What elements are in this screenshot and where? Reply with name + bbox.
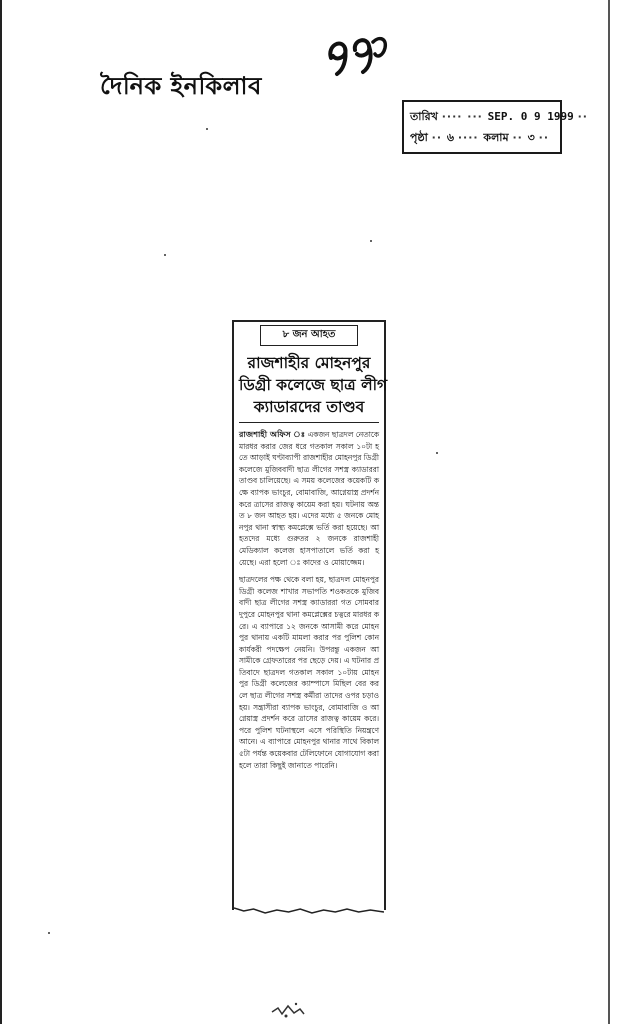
handwritten-number-scribble <box>323 28 393 78</box>
stamp-date-row <box>410 108 588 127</box>
news-clipping <box>232 320 386 910</box>
article-kicker: ৮ জন আহত <box>260 325 358 346</box>
stamp-page-value: ৬ <box>446 131 455 144</box>
scan-speck <box>436 452 438 454</box>
stamp-dots: ···· ··· <box>441 110 488 123</box>
article-dateline: রাজশাহী অফিস ঃ <box>239 429 306 439</box>
headline-line: রাজশাহীর মোহনপুর <box>247 354 371 372</box>
torn-bottom-edge <box>234 906 384 916</box>
scan-speck <box>48 932 50 934</box>
article-paragraph-text: একজন ছাত্রদল নেতাকে মারধর করার জের ধরে গতকাল সকাল ১০টা হতে আড়াই ঘণ্টাব্যাপী রাজশাহীর মোহনপুর ডিগ্রী কলেজে মুজিববাদী ছাত্র লীগের সশস্ত্র ক্যাডাররা তাণ্ডব চালিয়েছে। এ সময় কলেজের কয়েকটি কক্ষে ব্যাপক ভাংচুর, বোমাবাজি, আগ্নেয়াস্ত্র প্রদর্শন করে ত্রাসের রাজত্ব কায়েম করা হয়। ঘটনায় অন্তত ৮ জন আহত হয়। এদের মধ্যে ৫ জনকে মোহনপুর থানা স্বাস্থ্য কমপ্লেক্সে ভর্তি করা হয়েছে। আহতদের মধ্যে গুরুতর ২ জনকে রাজশাহী মেডিক্যাল কলেজ হাসপাতালে ভর্তি করা হয়েছে। এরা হলো ঃ কাদের ও মোয়াজ্জেম। <box>239 430 379 567</box>
scan-right-edge <box>608 0 610 1024</box>
stamp-page-label: পৃষ্ঠা <box>410 131 428 144</box>
scan-smudge <box>268 1000 308 1020</box>
article-paragraph <box>239 429 379 568</box>
stamp-dots: ·· <box>512 131 528 144</box>
scan-speck <box>206 128 208 130</box>
stamp-page-row <box>410 129 549 148</box>
headline-line: ডিগ্রী কলেজে ছাত্র লীগ <box>239 376 388 394</box>
scan-speck <box>164 254 166 256</box>
stamp-dots: ···· <box>457 131 484 144</box>
stamp-column-label: কলাম <box>483 131 509 144</box>
scan-speck <box>370 240 372 242</box>
scan-left-edge <box>0 0 2 1024</box>
stamp-dots: ·· <box>577 110 588 123</box>
stamp-date-label: তারিখ <box>410 110 438 123</box>
handwritten-number <box>323 28 393 78</box>
stamp-date-value: SEP. 0 9 1999 <box>487 110 574 123</box>
newspaper-name: দৈনিক ইনকিলাব <box>100 72 262 100</box>
article-paragraph: ছাত্রদলের পক্ষ থেকে বলা হয়, ছাত্রদল মোহনপুর ডিগ্রী কলেজ শাখার সভাপতি শওকতকে মুজিববাদী ছাত্র লীগের সশস্ত্র ক্যাডাররা গত সোমবার দুপুরে মোহনপুর থানা কমপ্লেক্সের চত্বরে মারধর করে। এ ব্যাপারে ১২ জনকে আসামী করে মোহনপুর থানায় একটি মামলা করার পর পুলিশ কোন কার্যকরী পদক্ষেপ নেয়নি। উপরন্তু একজন আসামীকে গ্রেফতারের পর ছেড়ে দেয়। এ ঘটনার প্রতিবাদে ছাত্রদল গতকাল সকাল ১০টায় মোহনপুর ডিগ্রী কলেজের ক্যাম্পাসে মিছিল বের করলে ছাত্র লীগের সশস্ত্র কর্মীরা তাদের ওপর চড়াও হয়। সন্ত্রাসীরা ব্যাপক ভাংচুর, বোমাবাজি ও আগ্নেয়াস্ত্র প্রদর্শন করে ত্রাসের রাজত্ব কায়েম করে। পরে পুলিশ ঘটনাস্থলে এসে পরিস্থিতি নিয়ন্ত্রণে আনে। এ ব্যাপারে মোহনপুর থানার সাথে বিকাল ৫টা পর্যন্ত কয়েকবার টেলিফোনে যোগাযোগ করা হলে তারা কিছুই জানাতে পারেনি। <box>239 575 379 770</box>
stamp-dots: ·· <box>431 131 447 144</box>
headline-divider <box>239 422 379 423</box>
article-headline <box>239 352 388 418</box>
date-stamp <box>402 100 588 154</box>
stamp-column-value: ৩ <box>527 131 535 144</box>
headline-line: ক্যাডারদের তাণ্ডব <box>253 398 365 416</box>
stamp-dots: ·· <box>538 131 549 144</box>
